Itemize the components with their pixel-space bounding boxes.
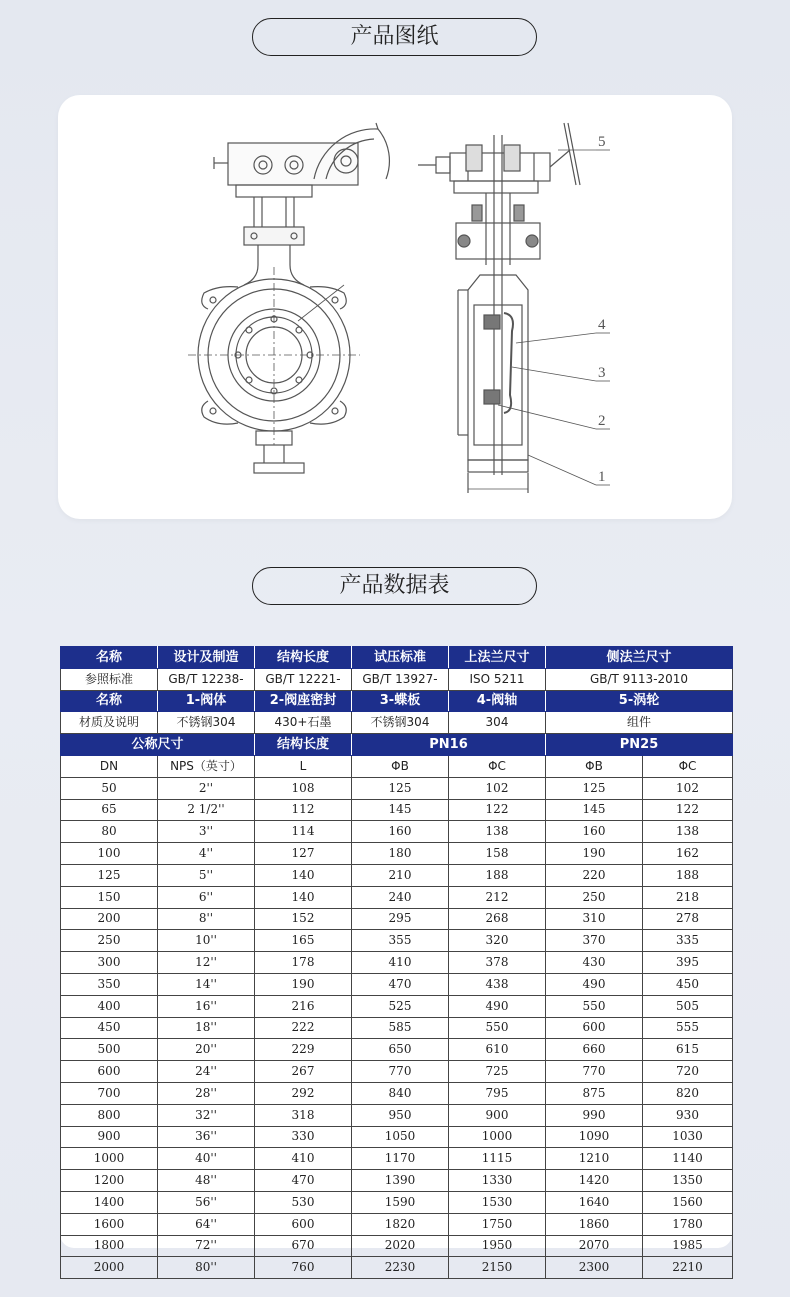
- table-cell: 190: [255, 973, 352, 995]
- table-cell: 40'': [158, 1148, 255, 1170]
- header-cell: 上法兰尺寸: [449, 647, 546, 669]
- table-cell: 1400: [61, 1191, 158, 1213]
- table-cell: 1640: [546, 1191, 643, 1213]
- table-cell: 125: [546, 777, 643, 799]
- table-cell: 310: [546, 908, 643, 930]
- table-cell: 470: [255, 1170, 352, 1192]
- table-cell: 165: [255, 930, 352, 952]
- table-cell: 1170: [352, 1148, 449, 1170]
- header-row-standards: [61, 647, 733, 669]
- part-number-1: 1: [598, 469, 606, 485]
- table-cell: 145: [352, 799, 449, 821]
- table-cell: 585: [352, 1017, 449, 1039]
- table-row: [61, 1126, 733, 1148]
- datasheet-table-container: [60, 646, 732, 1275]
- table-cell: 350: [61, 973, 158, 995]
- table-row: [61, 1017, 733, 1039]
- table-cell: 28'': [158, 1082, 255, 1104]
- table-cell: 1000: [449, 1126, 546, 1148]
- table-cell: 795: [449, 1082, 546, 1104]
- table-cell: 300: [61, 952, 158, 974]
- table-row: [61, 1082, 733, 1104]
- table-cell: 378: [449, 952, 546, 974]
- table-row: [61, 1235, 733, 1257]
- header-cell: 设计及制造: [158, 647, 255, 669]
- table-cell: 900: [449, 1104, 546, 1126]
- table-row: [61, 1191, 733, 1213]
- table-cell: 102: [449, 777, 546, 799]
- table-cell: 188: [643, 864, 733, 886]
- table-cell: 1350: [643, 1170, 733, 1192]
- table-row: [61, 886, 733, 908]
- table-cell: 1950: [449, 1235, 546, 1257]
- column-header: ΦB: [546, 755, 643, 777]
- table-cell: 2210: [643, 1257, 733, 1279]
- header-row-dimensions: [61, 734, 733, 756]
- table-cell: 1140: [643, 1148, 733, 1170]
- table-row: [61, 1104, 733, 1126]
- table-cell: 不锈钢304: [352, 712, 449, 734]
- table-cell: 140: [255, 864, 352, 886]
- table-cell: 840: [352, 1082, 449, 1104]
- column-header: ΦB: [352, 755, 449, 777]
- table-cell: 212: [449, 886, 546, 908]
- header-cell: 结构长度: [255, 647, 352, 669]
- table-cell: 430+石墨: [255, 712, 352, 734]
- table-cell: 450: [61, 1017, 158, 1039]
- materials-row: [61, 712, 733, 734]
- table-cell: 50: [61, 777, 158, 799]
- table-cell: 100: [61, 843, 158, 865]
- table-cell: 600: [255, 1213, 352, 1235]
- table-row: [61, 930, 733, 952]
- table-cell: 950: [352, 1104, 449, 1126]
- table-cell: 162: [643, 843, 733, 865]
- table-cell: 770: [352, 1061, 449, 1083]
- column-header: ΦC: [643, 755, 733, 777]
- table-cell: 188: [449, 864, 546, 886]
- table-cell: 14'': [158, 973, 255, 995]
- table-cell: 138: [643, 821, 733, 843]
- table-cell: 20'': [158, 1039, 255, 1061]
- header-cell: PN16: [352, 734, 546, 756]
- column-header: NPS（英寸）: [158, 755, 255, 777]
- header-cell: 公称尺寸: [61, 734, 255, 756]
- table-cell: GB/T 13927-: [352, 668, 449, 690]
- table-cell: 1390: [352, 1170, 449, 1192]
- table-cell: 32'': [158, 1104, 255, 1126]
- table-row: [61, 1213, 733, 1235]
- table-row: [61, 821, 733, 843]
- table-cell: 330: [255, 1126, 352, 1148]
- table-cell: 268: [449, 908, 546, 930]
- table-cell: 1800: [61, 1235, 158, 1257]
- table-cell: 65: [61, 799, 158, 821]
- table-cell: 114: [255, 821, 352, 843]
- table-cell: 410: [352, 952, 449, 974]
- table-cell: 615: [643, 1039, 733, 1061]
- table-cell: 1200: [61, 1170, 158, 1192]
- table-cell: 1780: [643, 1213, 733, 1235]
- table-cell: 650: [352, 1039, 449, 1061]
- table-cell: 6'': [158, 886, 255, 908]
- table-cell: 525: [352, 995, 449, 1017]
- table-cell: 5'': [158, 864, 255, 886]
- table-cell: 108: [255, 777, 352, 799]
- header-row-parts: [61, 690, 733, 712]
- table-row: [61, 1061, 733, 1083]
- table-cell: 180: [352, 843, 449, 865]
- table-cell: 210: [352, 864, 449, 886]
- table-cell: 122: [643, 799, 733, 821]
- table-cell: 600: [61, 1061, 158, 1083]
- column-header: L: [255, 755, 352, 777]
- table-cell: GB/T 9113-2010: [546, 668, 733, 690]
- table-cell: 1330: [449, 1170, 546, 1192]
- table-cell: 250: [61, 930, 158, 952]
- table-cell: 430: [546, 952, 643, 974]
- table-cell: 555: [643, 1017, 733, 1039]
- table-cell: 1030: [643, 1126, 733, 1148]
- table-cell: 160: [352, 821, 449, 843]
- valve-technical-drawing: [58, 95, 732, 519]
- table-cell: 1420: [546, 1170, 643, 1192]
- header-cell: 名称: [61, 690, 158, 712]
- table-cell: 112: [255, 799, 352, 821]
- table-cell: ISO 5211: [449, 668, 546, 690]
- table-cell: 64'': [158, 1213, 255, 1235]
- table-cell: 720: [643, 1061, 733, 1083]
- table-cell: 760: [255, 1257, 352, 1279]
- part-number-3: 3: [598, 365, 606, 381]
- table-cell: 2'': [158, 777, 255, 799]
- table-cell: 1560: [643, 1191, 733, 1213]
- table-cell: 900: [61, 1126, 158, 1148]
- table-cell: 56'': [158, 1191, 255, 1213]
- table-cell: 不锈钢304: [158, 712, 255, 734]
- table-row: [61, 843, 733, 865]
- table-row: [61, 1039, 733, 1061]
- table-cell: 490: [546, 973, 643, 995]
- column-header: ΦC: [449, 755, 546, 777]
- table-cell: 318: [255, 1104, 352, 1126]
- table-cell: 320: [449, 930, 546, 952]
- table-cell: 550: [449, 1017, 546, 1039]
- table-cell: 24'': [158, 1061, 255, 1083]
- table-cell: 1210: [546, 1148, 643, 1170]
- table-cell: 1050: [352, 1126, 449, 1148]
- table-cell: 600: [546, 1017, 643, 1039]
- table-cell: 127: [255, 843, 352, 865]
- table-cell: 530: [255, 1191, 352, 1213]
- table-row: [61, 1257, 733, 1279]
- table-cell: 36'': [158, 1126, 255, 1148]
- table-cell: 370: [546, 930, 643, 952]
- table-cell: 295: [352, 908, 449, 930]
- table-cell: 组件: [546, 712, 733, 734]
- table-cell: 1600: [61, 1213, 158, 1235]
- table-cell: 150: [61, 886, 158, 908]
- table-row: [61, 777, 733, 799]
- table-cell: 395: [643, 952, 733, 974]
- header-cell: 2-阀座密封: [255, 690, 352, 712]
- table-cell: 490: [449, 995, 546, 1017]
- part-number-2: 2: [598, 413, 606, 429]
- table-cell: 1820: [352, 1213, 449, 1235]
- table-cell: 1860: [546, 1213, 643, 1235]
- table-cell: 1750: [449, 1213, 546, 1235]
- drawing-card: [58, 95, 732, 519]
- table-cell: 1000: [61, 1148, 158, 1170]
- table-cell: 18'': [158, 1017, 255, 1039]
- table-cell: 292: [255, 1082, 352, 1104]
- table-cell: 770: [546, 1061, 643, 1083]
- header-cell: 3-蝶板: [352, 690, 449, 712]
- table-cell: 930: [643, 1104, 733, 1126]
- table-cell: 505: [643, 995, 733, 1017]
- table-cell: 438: [449, 973, 546, 995]
- table-cell: 10'': [158, 930, 255, 952]
- table-cell: 1115: [449, 1148, 546, 1170]
- table-cell: 2230: [352, 1257, 449, 1279]
- table-cell: 820: [643, 1082, 733, 1104]
- table-cell: 2300: [546, 1257, 643, 1279]
- table-cell: 152: [255, 908, 352, 930]
- header-cell: 1-阀体: [158, 690, 255, 712]
- header-cell: 名称: [61, 647, 158, 669]
- table-cell: 240: [352, 886, 449, 908]
- table-row: [61, 1148, 733, 1170]
- table-row: [61, 1170, 733, 1192]
- table-cell: 80: [61, 821, 158, 843]
- column-header: DN: [61, 755, 158, 777]
- table-cell: 1590: [352, 1191, 449, 1213]
- table-row: [61, 864, 733, 886]
- table-cell: 220: [546, 864, 643, 886]
- table-cell: 材质及说明: [61, 712, 158, 734]
- header-cell: 侧法兰尺寸: [546, 647, 733, 669]
- table-cell: 800: [61, 1104, 158, 1126]
- header-cell: 试压标准: [352, 647, 449, 669]
- table-cell: 218: [643, 886, 733, 908]
- table-cell: 122: [449, 799, 546, 821]
- table-cell: 267: [255, 1061, 352, 1083]
- table-row: [61, 973, 733, 995]
- table-cell: GB/T 12238-: [158, 668, 255, 690]
- table-cell: 200: [61, 908, 158, 930]
- table-cell: 990: [546, 1104, 643, 1126]
- table-cell: 355: [352, 930, 449, 952]
- table-cell: 550: [546, 995, 643, 1017]
- table-cell: 4'': [158, 843, 255, 865]
- table-cell: 400: [61, 995, 158, 1017]
- header-cell: 结构长度: [255, 734, 352, 756]
- table-cell: 670: [255, 1235, 352, 1257]
- table-row: [61, 995, 733, 1017]
- table-cell: 875: [546, 1082, 643, 1104]
- table-cell: 参照标准: [61, 668, 158, 690]
- table-cell: 3'': [158, 821, 255, 843]
- table-cell: 8'': [158, 908, 255, 930]
- table-cell: 138: [449, 821, 546, 843]
- table-cell: 229: [255, 1039, 352, 1061]
- column-header-row: [61, 755, 733, 777]
- table-cell: 178: [255, 952, 352, 974]
- table-cell: 335: [643, 930, 733, 952]
- table-cell: 48'': [158, 1170, 255, 1192]
- standards-row: [61, 668, 733, 690]
- table-cell: 190: [546, 843, 643, 865]
- table-cell: 160: [546, 821, 643, 843]
- table-cell: 2 1/2'': [158, 799, 255, 821]
- table-cell: 1985: [643, 1235, 733, 1257]
- table-cell: 102: [643, 777, 733, 799]
- table-cell: 660: [546, 1039, 643, 1061]
- front-view: [188, 123, 389, 473]
- part-number-labels: [598, 134, 606, 485]
- table-row: [61, 952, 733, 974]
- table-cell: 2020: [352, 1235, 449, 1257]
- header-cell: 4-阀轴: [449, 690, 546, 712]
- table-cell: 80'': [158, 1257, 255, 1279]
- table-cell: 16'': [158, 995, 255, 1017]
- table-cell: 12'': [158, 952, 255, 974]
- table-cell: 72'': [158, 1235, 255, 1257]
- table-cell: 222: [255, 1017, 352, 1039]
- table-cell: 725: [449, 1061, 546, 1083]
- table-cell: 145: [546, 799, 643, 821]
- table-cell: 125: [352, 777, 449, 799]
- table-cell: 158: [449, 843, 546, 865]
- table-cell: 500: [61, 1039, 158, 1061]
- header-cell: PN25: [546, 734, 733, 756]
- table-cell: 700: [61, 1082, 158, 1104]
- table-cell: 2150: [449, 1257, 546, 1279]
- datasheet-body: [61, 647, 733, 1279]
- table-cell: 450: [643, 973, 733, 995]
- drawing-section-title: 产品图纸: [252, 18, 537, 56]
- datasheet-section-title: 产品数据表: [252, 567, 537, 605]
- table-cell: 250: [546, 886, 643, 908]
- table-row: [61, 799, 733, 821]
- part-number-4: 4: [598, 317, 606, 333]
- table-cell: 2000: [61, 1257, 158, 1279]
- table-cell: 470: [352, 973, 449, 995]
- table-cell: 1530: [449, 1191, 546, 1213]
- table-cell: 410: [255, 1148, 352, 1170]
- table-cell: 304: [449, 712, 546, 734]
- table-cell: 2070: [546, 1235, 643, 1257]
- header-cell: 5-涡轮: [546, 690, 733, 712]
- table-cell: GB/T 12221-: [255, 668, 352, 690]
- table-cell: 216: [255, 995, 352, 1017]
- table-cell: 140: [255, 886, 352, 908]
- table-row: [61, 908, 733, 930]
- table-cell: 278: [643, 908, 733, 930]
- datasheet-table: [60, 646, 733, 1279]
- table-cell: 125: [61, 864, 158, 886]
- table-cell: 1090: [546, 1126, 643, 1148]
- part-number-5: 5: [598, 134, 606, 150]
- table-cell: 610: [449, 1039, 546, 1061]
- side-view: [418, 123, 610, 493]
